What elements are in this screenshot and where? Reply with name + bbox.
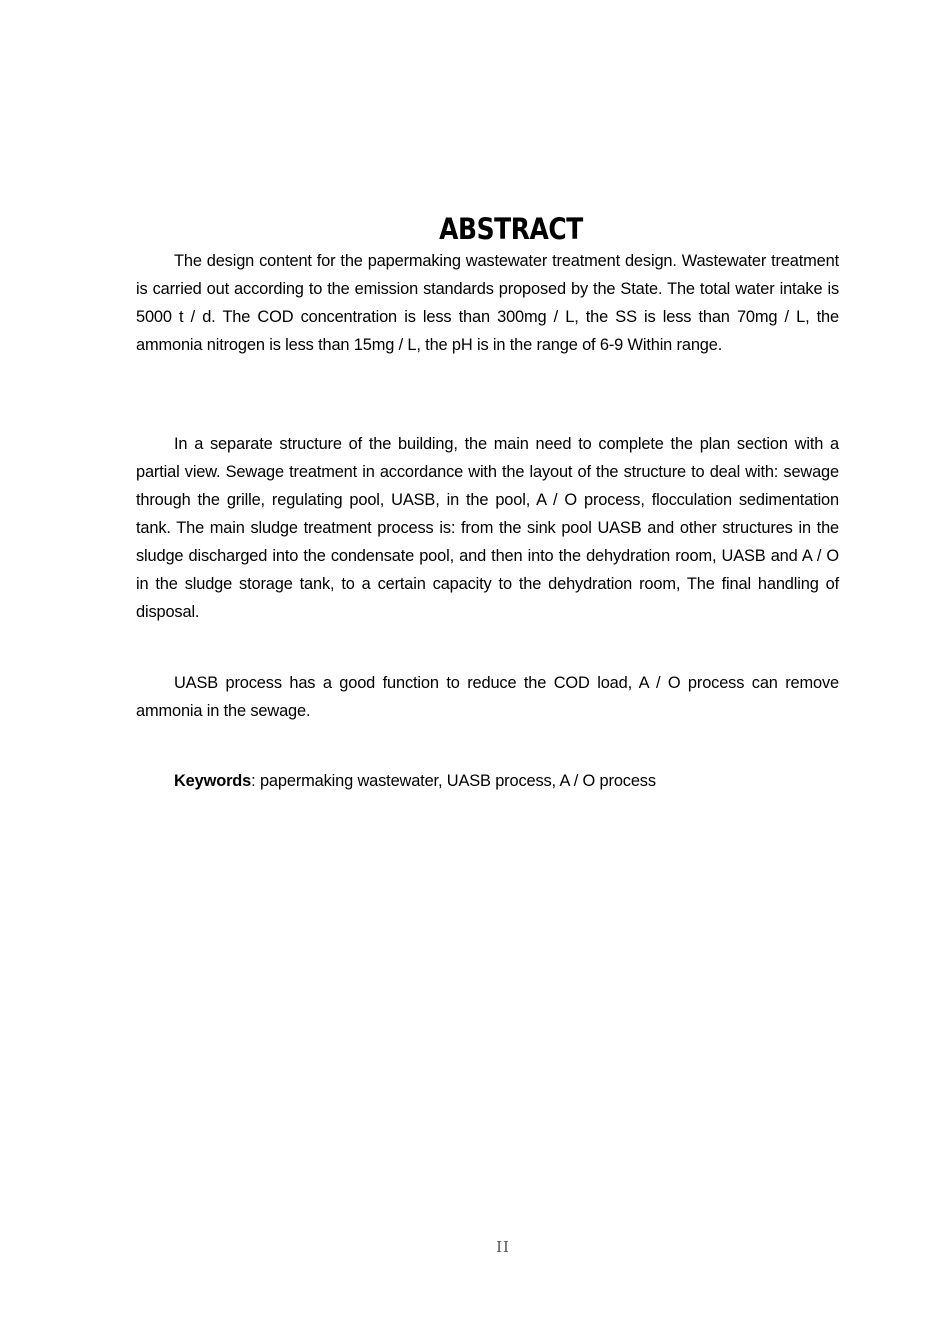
keywords-label: Keywords: [174, 772, 252, 790]
abstract-paragraph-3: UASB process has a good function to reduce the COD load, A / O process can remove ammonia in the sewage.: [136, 674, 839, 720]
keywords-text: papermaking wastewater, UASB process, A / O process: [259, 772, 656, 790]
keywords-line: [136, 767, 839, 795]
abstract-title: ABSTRACT: [439, 212, 583, 247]
abstract-paragraph-2: In a separate structure of the building, the main need to complete the plan section with a partial view. Sewage treatment in accordance with the layout of the structure to deal with: sewage through the grille, regulating pool, UASB, in the pool, A / O process, flocculation sedimentation tank. The main sludge treatment process is: from the sink pool UASB and other structures in the sludge discharged into the condensate pool, and then into the dehydration room, UASB and A / O in the sludge storage tank, to a certain capacity to the dehydration room, The final handling of disposal.: [136, 435, 839, 621]
keywords-separator: :: [251, 772, 260, 790]
page-number: II: [496, 1238, 510, 1256]
abstract-paragraph-1: The design content for the papermaking wastewater treatment design. Wastewater treatment is carried out according to the emission standards proposed by the State. The total water intake is 5000 t / d. The COD concentration is less than 300mg / L, the SS is less than 70mg / L, the ammonia nitrogen is less than 15mg / L, the pH is in the range of 6-9 Within range.: [136, 252, 839, 354]
